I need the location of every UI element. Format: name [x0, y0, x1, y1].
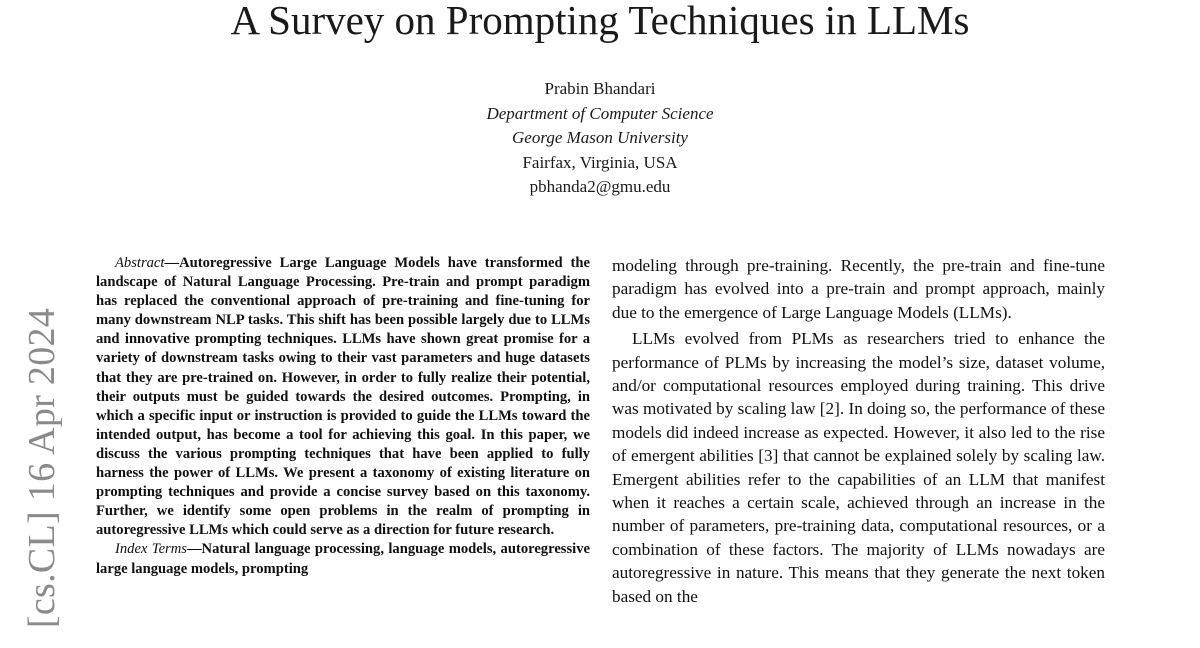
author-email[interactable]: pbhanda2@gmu.edu	[529, 177, 671, 196]
abstract-label: Abstract	[115, 255, 165, 271]
index-terms-text: Natural language processing, language models, autoregressive large language models, prompting	[96, 541, 590, 577]
index-terms-label: Index Terms	[115, 541, 187, 558]
index-terms-dash: —	[186, 541, 202, 558]
author-block	[300, 77, 900, 200]
index-terms-paragraph	[96, 540, 590, 578]
right-column	[612, 254, 1105, 608]
author-department: Department of Computer Science	[486, 103, 714, 123]
author-location: Fairfax, Virginia, USA	[522, 152, 678, 172]
arxiv-stamp	[12, 290, 72, 645]
body-paragraph-2: LLMs evolved from PLMs as researchers tried to enhance the performance of PLMs by increasing the model’s size, dataset volume, and/or computational resources employed during training. This drive was motivated by scaling law [2]. In doing so, the performance of these models did indeed increase as expected. However, it also led to the rise of emergent abilities [3] that cannot be explained solely by scaling law. Emergent abilities refer to the capabilities of an LLM that manifest when it reaches a certain scale, achieved through an increase in the number of parameters, pre-training data, computational resources, or a combination of these factors. The majority of LLMs nowadays are autoregressive in nature. This means that they generate the next token based on the	[612, 329, 1105, 606]
author-name: Prabin Bhandari	[544, 79, 656, 98]
abstract-paragraph	[96, 254, 590, 540]
body-paragraph-1: modeling through pre-training. Recently, the pre-train and fine-tune paradigm has evolved into a pre-train and prompt approach, mainly due to the emergence of Large Language Models (LLMs).	[612, 256, 1105, 322]
abstract-dash: —	[164, 255, 180, 271]
left-column	[96, 254, 590, 579]
arxiv-stamp-text: [cs.CL] 16 Apr 2024	[21, 307, 63, 628]
author-university: George Mason University	[512, 128, 688, 147]
paper-title: A Survey on Prompting Techniques in LLMs	[230, 0, 970, 43]
abstract-text: Autoregressive Large Language Models have transformed the landscape of Natural Language Processing. Pre-train and prompt paradigm has replaced the conventional approach of pre-training and fine-tuning for many downstream NLP tasks. This shift has been possible largely due to LLMs and innovative prompting techniques. LLMs have shown great promise for a variety of downstream tasks owing to their vast parameters and huge datasets that they are pre-trained on. However, in order to fully realize their potential, their outputs must be guided towards the desired outcomes. Prompting, in which a specific input or instruction is provided to guide the LLMs toward the intended output, has become a tool for achieving this goal. In this paper, we discuss the various prompting techniques that have been applied to fully harness the power of LLMs. We present a taxonomy of existing literature on prompting techniques and provide a concise survey based on this taxonomy. Further, we identify some open problems in the realm of prompting in autoregressive LLMs which could serve as a direction for future research.	[96, 255, 590, 539]
